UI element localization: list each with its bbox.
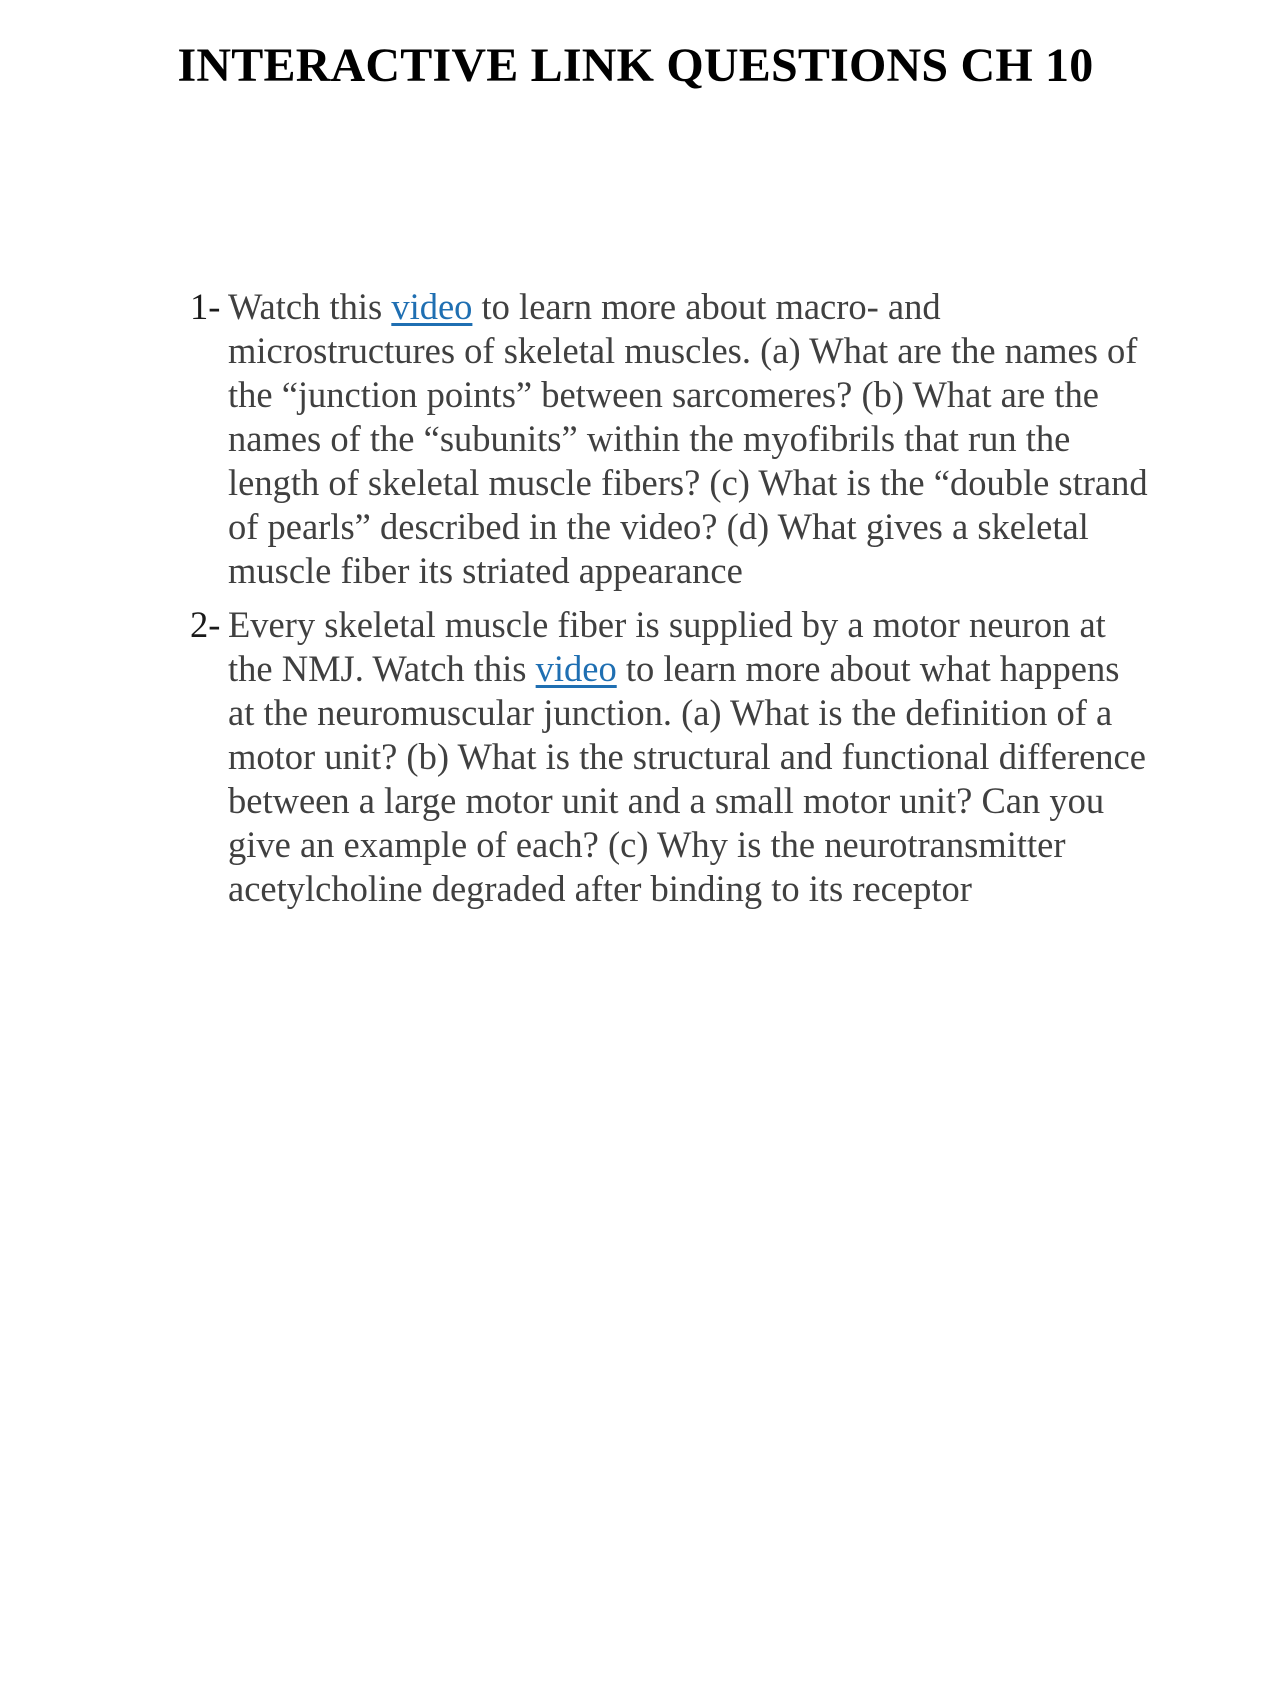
question-number: 2- [190, 604, 221, 645]
question-text-before-link: Every skeletal muscle fiber is supplied by a motor neuron at the NMJ. Watch this [228, 604, 1106, 689]
question-text-before-link: Watch this [228, 286, 392, 327]
page-title: INTERACTIVE LINK QUESTIONS CH 10 [177, 39, 1094, 92]
question-text-after-link: to learn more about what happens at the neuromuscular junction. (a) What is the definition of a motor unit? (b) What is the structural and functional difference between a large motor unit and a small motor unit? Can you give an example of each? (c) Why is the neurotransmitter acetylcholine degraded after binding to its receptor [228, 648, 1146, 909]
video-link[interactable]: video [535, 648, 617, 689]
question-list [190, 285, 1150, 921]
question-number: 1- [190, 286, 221, 327]
question-text-after-link: to learn more about macro- and microstructures of skeletal muscles. (a) What are the names of the “junction points” between sarcomeres? (b) What are the names of the “subunits” within the myofibrils that run the length of skeletal muscle fibers? (c) What is the “double strand of pearls” described in the video? (d) What gives a skeletal muscle fiber its striated appearance [228, 286, 1148, 591]
question-item-1 [190, 285, 1150, 593]
video-link[interactable]: video [391, 286, 473, 327]
question-item-2 [190, 603, 1150, 911]
